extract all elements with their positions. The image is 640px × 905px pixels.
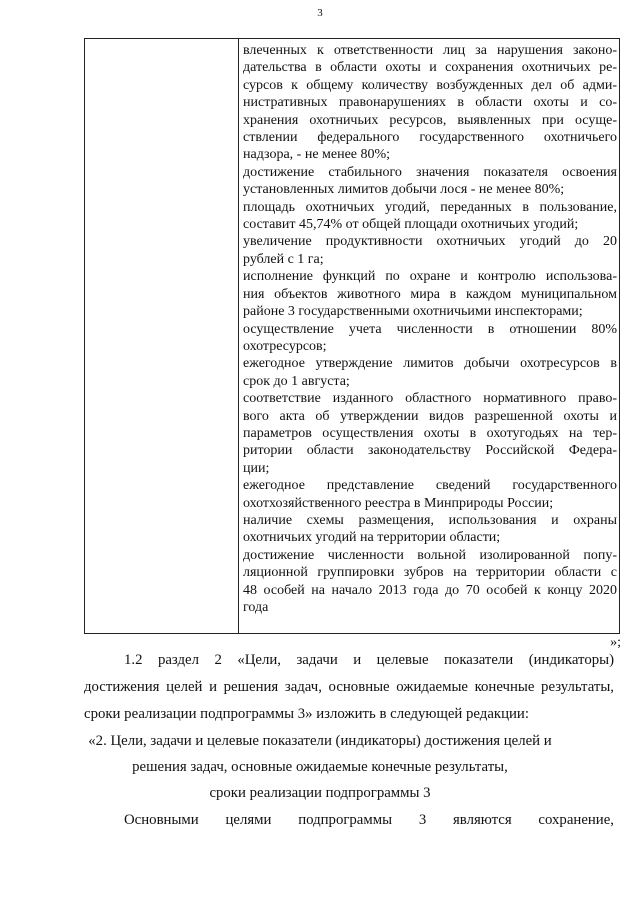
section-heading-line: сроки реализации подпрограммы 3: [209, 785, 431, 801]
body-paragraph-line: Основными целями подпрограммы 3 являются сохранение,: [124, 812, 614, 828]
cell-line: дательства в области охоты и сохранения охотничьих ре-: [243, 60, 617, 76]
cell-line: охотресурсов;: [243, 338, 327, 354]
column-divider: [238, 39, 239, 633]
cell-line: сурсов к общему количеству возбужденных дел об адми-: [243, 77, 617, 93]
cell-line: увеличение продуктивности охотничьих угодий до 20: [243, 234, 617, 250]
section-heading-line: решения задач, основные ожидаемые конечные результаты,: [132, 759, 508, 775]
cell-line: составит 45,74% от общей площади охотничьих угодий;: [243, 217, 579, 233]
amendment-paragraph-line: 1.2 раздел 2 «Цели, задачи и целевые показатели (индикаторы): [124, 652, 614, 668]
cell-line: осуществление учета численности в отношении 80%: [243, 321, 617, 337]
cell-line: хранения охотничьих ресурсов, выявленных при осуще-: [243, 112, 617, 128]
cell-line: ния объектов животного мира в каждом муниципальном: [243, 286, 617, 302]
indicator-table: [84, 38, 620, 634]
cell-line: достижение численности вольной изолированной попу-: [243, 547, 617, 563]
cell-line: влеченных к ответственности лиц за нарушения законо-: [243, 43, 617, 58]
cell-line: вого акта об утверждении видов разрешенной охоты и: [243, 408, 617, 424]
cell-line: охотхозяйственного реестра в Минприроды России;: [243, 495, 554, 511]
cell-line: исполнение функций по охране и контролю использова-: [243, 269, 617, 285]
cell-line: рублей с 1 га;: [243, 251, 324, 267]
cell-line: надзора, - не менее 80%;: [243, 147, 391, 163]
cell-line: ежегодное утверждение лимитов добычи охотресурсов в: [243, 356, 617, 372]
cell-line: площадь охотничьих угодий, переданных в пользование,: [243, 199, 617, 215]
cell-line: параметров осуществления охоты в охотугодьях на тер-: [243, 425, 617, 441]
cell-line: районе 3 государственными охотничьими инспекторами;: [243, 304, 583, 320]
cell-line: 48 особей на начало 2013 года до 70 особей к концу 2020: [243, 582, 617, 598]
cell-line: нистративных правонарушениях в области охоты и со-: [243, 95, 617, 111]
cell-line: года: [243, 600, 269, 615]
cell-line: наличие схемы размещения, использования и охраны: [243, 512, 617, 528]
amendment-paragraph-line: достижения целей и решения задач, основные ожидаемые конечные результаты,: [84, 679, 614, 695]
cell-line: соответствие изданного областного нормативного право-: [243, 391, 617, 407]
cell-line: ствлении федерального государственного охотничьего: [243, 130, 617, 146]
cell-line: ции;: [243, 460, 270, 476]
page-number: 3: [317, 7, 323, 19]
cell-line: достижение стабильного значения показателя освоения: [243, 164, 617, 180]
closing-quote: »;: [610, 635, 621, 650]
cell-line: установленных лимитов добычи лося - не менее 80%;: [243, 182, 565, 198]
cell-line: ритории области законодательству Российской Федера-: [243, 443, 617, 459]
section-heading-line: «2. Цели, задачи и целевые показатели (индикаторы) достижения целей и: [88, 733, 552, 749]
cell-line: ляционной группировки зубров на территории области с: [243, 565, 617, 581]
amendment-paragraph-line: сроки реализации подпрограммы 3» изложить в следующей редакции:: [84, 706, 529, 722]
cell-line: срок до 1 августа;: [243, 373, 350, 389]
indicator-cell: [243, 42, 617, 616]
cell-line: охотничьих угодий на территории области;: [243, 530, 501, 546]
cell-line: ежегодное представление сведений государственного: [243, 478, 617, 494]
